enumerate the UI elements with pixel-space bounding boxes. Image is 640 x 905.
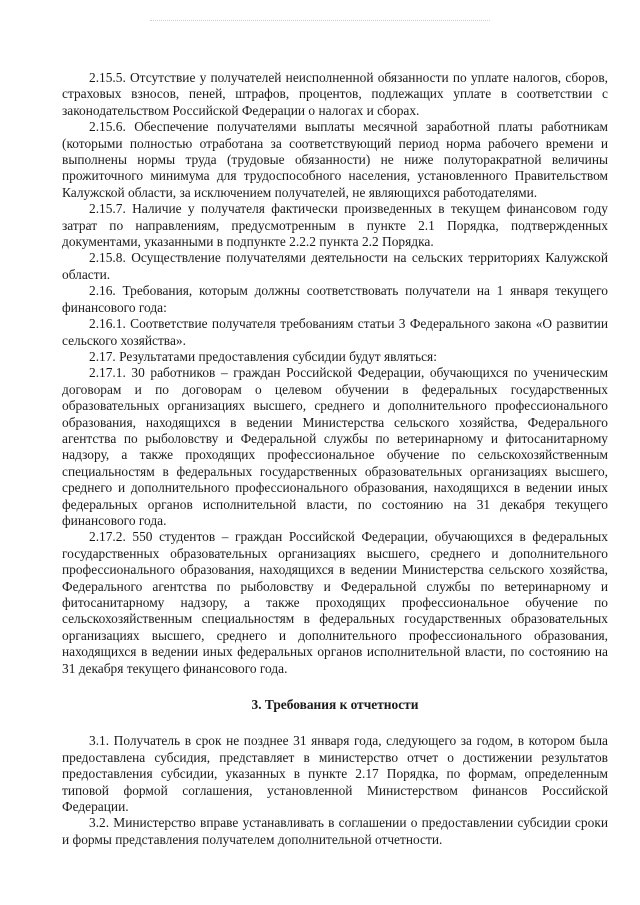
paragraph-2-17-2: 2.17.2. 550 студентов – граждан Российской Федерации, обучающихся в федеральных государственных образовательных организациях высшего, среднего и дополнительного профессионального образования, находящихся в ведении Министерства сельского хозяйства, Федерального агентства по рыболовству и Федеральной службы по ветеринарному и фитосанитарному надзору, а также проходящих профессиональное обучение по сельскохозяйственным специальностям в федеральных государственных образовательных организациях высшего, среднего и дополнительного профессионального образования, находящихся в ведении иных федеральных органов исполнительной власти, по состоянию на 31 декабря текущего финансового года. xyxy=(62,529,608,676)
paragraph-3-1: 3.1. Получатель в срок не позднее 31 января года, следующего за годом, в котором была предоставлена субсидия, представляет в министерство отчет о достижении результатов предоставления субсидии, указанных в пункте 2.17 Порядка, по формам, определенным типовой формой соглашения, установленной Министерством финансов Российской Федерации. xyxy=(62,733,608,815)
paragraph-2-15-5: 2.15.5. Отсутствие у получателей неисполненной обязанности по уплате налогов, сборов, страховых взносов, пеней, штрафов, процентов, подлежащих уплате в соответствии с законодательством Российской Федерации о налогах и сборах. xyxy=(62,70,608,118)
paragraph-2-15-7: 2.15.7. Наличие у получателя фактически произведенных в текущем финансовом году затрат по направлениям, предусмотренным в пункте 2.1 Порядка, подтвержденных документами, указанными в подпункте 2.2.2 пункта 2.2 Порядка. xyxy=(62,201,608,250)
paragraph-2-17-1: 2.17.1. 30 работников – граждан Российской Федерации, обучающихся по ученическим договорам и по договорам о целевом обучении в федеральных государственных образовательных организациях высшего, среднего и дополнительного профессионального образования, находящихся в ведении Министерства сельского хозяйства, Федерального агентства по рыболовству и Федеральной службы по ветеринарному и фитосанитарному надзору, а также проходящих профессиональное обучение по сельскохозяйственным специальностям в федеральных государственных образовательных организациях высшего, среднего и дополнительного профессионального образования, находящихся в ведении иных федеральных органов исполнительной власти, по состоянию на 31 декабря текущего финансового года. xyxy=(62,365,608,528)
paragraph-2-15-8: 2.15.8. Осуществление получателями деятельности на сельских территориях Калужской области. xyxy=(62,250,608,282)
paragraph-2-15-6: 2.15.6. Обеспечение получателями выплаты месячной заработной платы работникам (которыми полностью отработана за соответствующий период норма рабочего времени и выполнены нормы труда (трудовые обязанности) не ниже полуторакратной величины прожиточного минимума для трудоспособного населения, установленного Правительством Калужской области, за исключением получателей, не являющихся работодателями. xyxy=(62,119,608,200)
document-page xyxy=(62,70,608,848)
paragraph-2-17: 2.17. Результатами предоставления субсидии будут являться: xyxy=(89,348,437,364)
paragraph-2-16-1: 2.16.1. Соответствие получателя требованиям статьи 3 Федерального закона «О развитии сельского хозяйства». xyxy=(62,316,608,348)
paragraph-2-16: 2.16. Требования, которым должны соответствовать получатели на 1 января текущего финансового года: xyxy=(62,283,608,315)
paragraph-3-2: 3.2. Министерство вправе устанавливать в соглашении о предоставлении субсидии сроки и формы представления получателем дополнительной отчетности. xyxy=(62,815,608,847)
section-heading: 3. Требования к отчетности xyxy=(251,697,419,713)
scan-artifact xyxy=(150,20,490,27)
